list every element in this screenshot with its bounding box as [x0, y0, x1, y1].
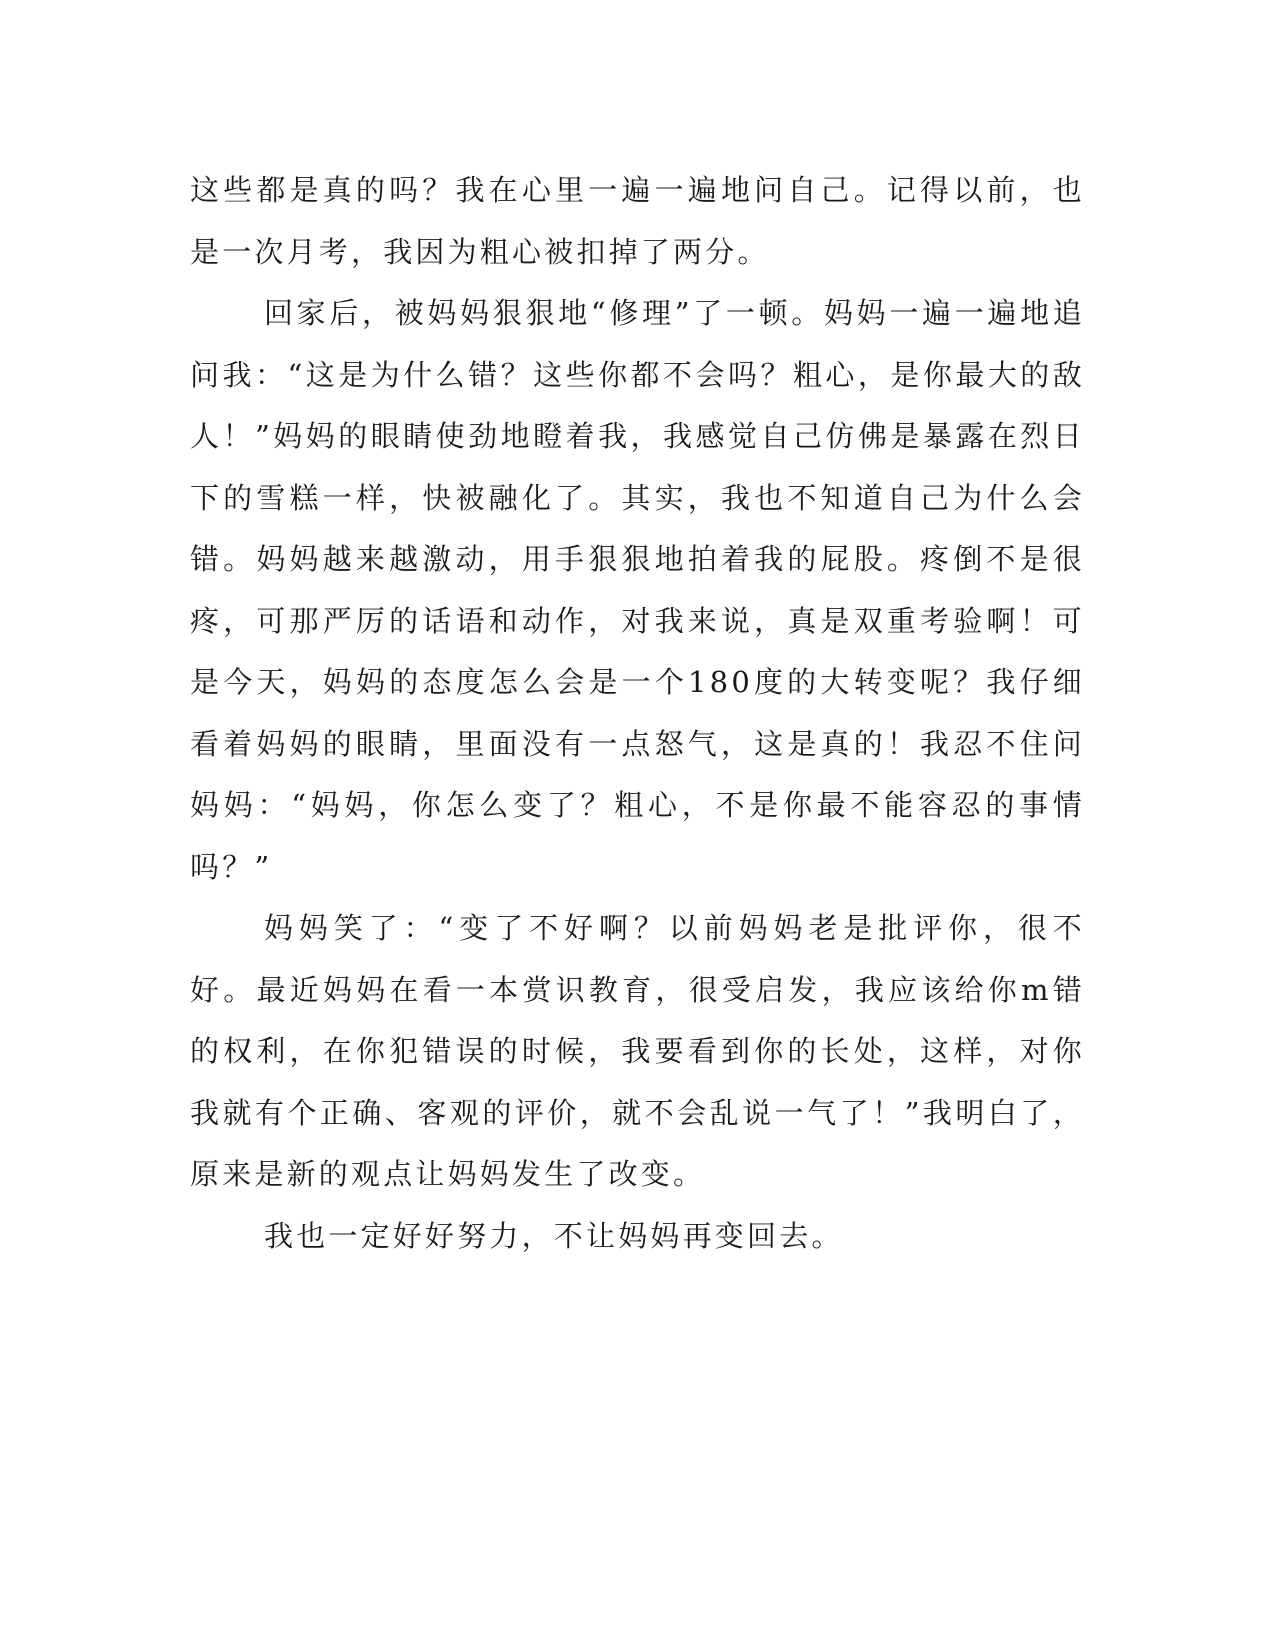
paragraph-3: 妈妈笑了：“变了不好啊？以前妈妈老是批评你，很不好。最近妈妈在看一本赏识教育，很受启发，我应该给你m错的权利，在你犯错误的时候，我要看到你的长处，这样，对你我就有个正确、客观的评价，就不会乱说一气了！”我明白了，原来是新的观点让妈妈发生了改变。 [190, 911, 1085, 1191]
paragraph-4: 我也一定好好努力，不让妈妈再变回去。 [264, 1218, 844, 1253]
document-body [190, 160, 1085, 1267]
paragraph-1: 这些都是真的吗？我在心里一遍一遍地问自己。记得以前，也是一次月考，我因为粗心被扣掉了两分。 [190, 173, 1085, 269]
paragraph-2: 回家后，被妈妈狠狠地“修理”了一顿。妈妈一遍一遍地追问我：“这是为什么错？这些你都不会吗？粗心，是你最大的敌人！”妈妈的眼睛使劲地瞪着我，我感觉自己仿佛是暴露在烈日下的雪糕一样，快被融化了。其实，我也不知道自己为什么会错。妈妈越来越激动，用手狠狠地拍着我的屁股。疼倒不是很疼，可那严厉的话语和动作，对我来说，真是双重考验啊！可是今天，妈妈的态度怎么会是一个180度的大转变呢？我仔细看着妈妈的眼睛，里面没有一点怒气，这是真的！我忍不住问妈妈：“妈妈，你怎么变了？粗心，不是你最不能容忍的事情吗？” [190, 296, 1085, 884]
